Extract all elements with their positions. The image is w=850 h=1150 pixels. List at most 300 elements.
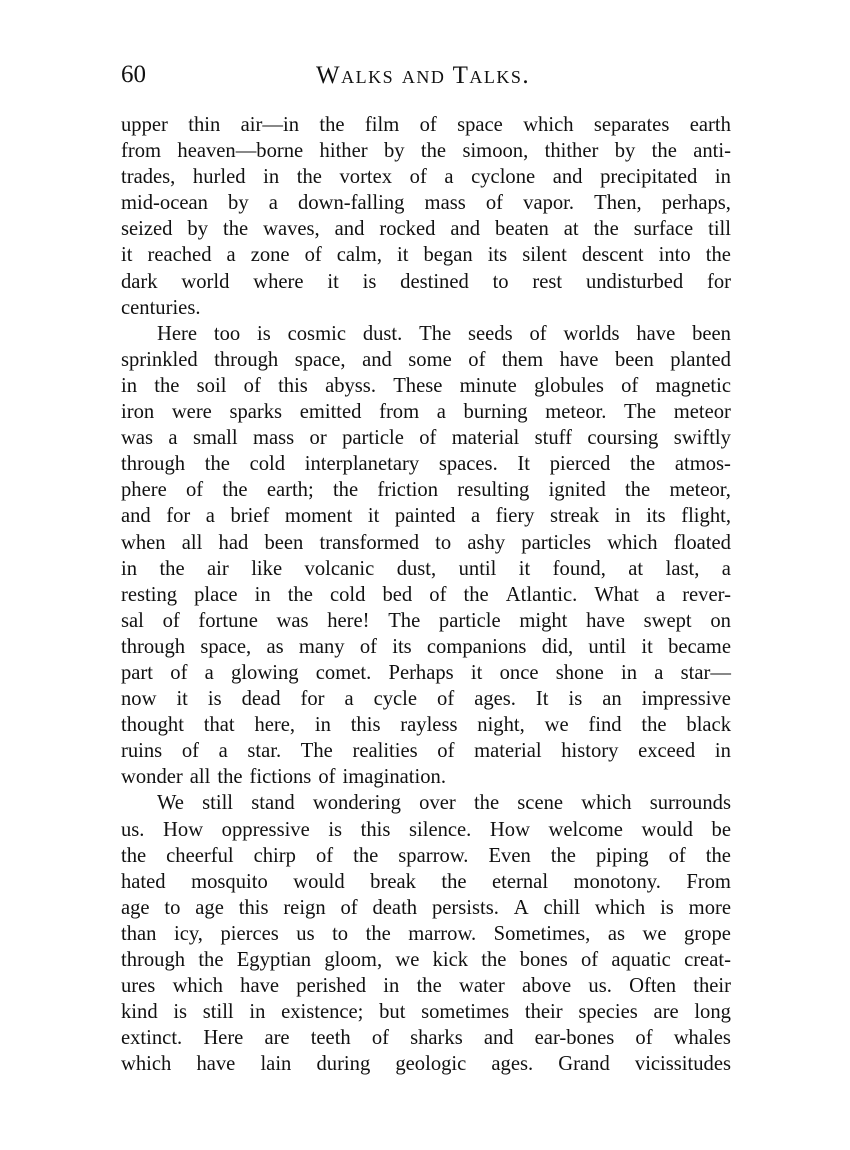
word: Perhaps [388,661,454,684]
text-line [121,608,731,634]
word: a [268,192,278,215]
word: have [196,1053,236,1076]
word: the [441,870,467,893]
word: of [315,844,334,867]
word: in [714,740,731,763]
word: These [393,374,443,397]
word: stuff [534,427,573,450]
word: its [646,505,666,528]
word: ruins [121,740,163,763]
word: precipitated [600,166,698,189]
word: in [121,374,138,397]
word: until [588,635,627,658]
word: their [524,1001,563,1024]
word: Atlantic. [505,583,578,606]
word: the [121,844,147,867]
word: have [636,322,676,345]
word: How [163,818,204,841]
word: still [202,792,234,815]
word: cold [249,453,286,476]
word: emitted [299,401,362,424]
word: existence; [281,1001,364,1024]
word: of [437,740,455,763]
word: the [416,975,442,998]
word: hurled [192,166,246,189]
text-line [121,321,731,347]
word: sparks [229,401,283,424]
word: by [187,218,209,241]
word: film [364,114,400,136]
word: to [164,896,181,919]
text-line [121,1051,731,1077]
word: of [621,374,639,397]
word: of [429,583,447,606]
word: through [121,453,186,476]
word: anti- [693,140,731,163]
word: in [263,166,280,189]
word: by [614,140,636,163]
word: coursing [587,427,659,450]
word: a [205,505,215,528]
word: during [316,1053,371,1076]
word: age [195,896,224,919]
word: The [300,740,333,763]
word: transformed [319,531,419,554]
word: us [296,922,315,945]
word: interplanetary [304,453,420,476]
word: their [693,975,731,998]
word: hated [121,870,166,893]
word: globules [534,374,604,397]
word: the [222,479,248,502]
word: Grand [558,1053,610,1076]
word: is [660,896,674,919]
word: dark [121,270,158,293]
word: of [437,688,455,711]
word: icy, [173,922,203,945]
word: as [607,922,625,945]
word: thought [121,714,184,737]
page-number: 60 [121,61,146,88]
text-line [121,1025,731,1051]
word: Even [488,844,531,867]
word: mid-ocean [121,192,208,215]
word: in [714,166,731,189]
text-line [121,530,731,556]
text-line [121,373,731,399]
word: of [243,374,261,397]
word: rest [532,270,563,293]
word: in [314,714,331,737]
word: ear-bones [534,1027,615,1050]
word: which [594,896,646,919]
word: from [121,140,162,163]
word: in [614,505,631,528]
word: which [121,1053,172,1076]
text-line [121,843,731,869]
word: that [203,714,235,737]
word: this [278,374,308,397]
word: ignited [548,479,606,502]
word: iron [121,401,155,424]
word: brief [230,505,270,528]
text-line [121,712,731,738]
word: and [334,218,365,241]
word: Sometimes, [493,922,591,945]
word: an [602,688,622,711]
word: small [192,427,238,450]
word: surface [633,218,694,241]
text-line [121,660,731,686]
text-line [121,216,731,242]
text-line [121,634,731,660]
word: by [383,140,405,163]
word: of [668,844,686,867]
word: it [176,688,188,711]
word: undisturbed [585,270,684,293]
word: is [328,818,343,841]
word: a [654,661,664,684]
word: water [458,975,505,998]
word: stand [251,792,295,815]
running-head [121,60,731,100]
word: dust. [362,322,403,345]
word: resulting [457,479,530,502]
word: and [450,218,481,241]
word: lain [260,1053,292,1076]
word: grope [684,922,731,945]
word: more [688,896,731,919]
word: thither [544,140,599,163]
word: world [181,270,230,293]
word: place [194,583,238,606]
word: ages. [491,1053,534,1076]
word: too [213,322,241,345]
word: swept [643,609,692,632]
word: the [319,114,345,136]
word: eternal [492,870,549,893]
word: particles [521,531,592,554]
word: age [121,896,150,919]
word: which [607,531,658,554]
word: had [218,531,249,554]
word: or [309,427,327,450]
word: its [487,244,508,267]
word: piping [595,844,649,867]
word: The [624,401,657,424]
text-line [121,477,731,503]
word: it [121,244,133,267]
word: whales [673,1027,731,1050]
word: mosquito [191,870,268,893]
word: The [388,609,421,632]
word: at [628,557,644,580]
word: sparrow. [398,844,469,867]
word: streak [550,505,600,528]
text-line [121,869,731,895]
word: are [653,1001,679,1024]
word: we [642,922,667,945]
word: friction [377,479,438,502]
word: of [318,766,336,789]
word: thin [188,114,221,136]
word: it [397,244,409,267]
word: to [492,270,509,293]
word: all [181,531,203,554]
text-line [121,138,731,164]
word: a [168,427,178,450]
word: air [207,557,229,580]
word: in [249,1001,266,1024]
word: to [332,922,349,945]
word: by [228,192,249,215]
word: rocked [379,218,436,241]
word: of [419,427,437,450]
word: in [621,661,638,684]
word: a [204,661,214,684]
word: is [173,1001,188,1024]
word: it [518,557,531,580]
word: atmos- [674,453,731,476]
word: some [408,348,452,371]
word: of [635,1027,653,1050]
text-line [121,895,731,921]
word: sharks [410,1027,463,1050]
word: a [436,401,446,424]
word: in [121,557,138,580]
word: it [367,505,380,528]
word: reign [283,896,326,919]
word: meteor. [545,401,607,424]
word: is [568,688,583,711]
word: Often [629,975,676,998]
word: now [121,688,157,711]
word: monotony. [573,870,661,893]
word: a [470,505,481,528]
word: hither [319,140,368,163]
word: It [517,453,531,476]
word: the [651,140,677,163]
word: us. [121,818,145,841]
word: down-falling [298,192,405,215]
word: of [580,949,599,971]
word: marrow. [408,922,477,945]
word: were [171,401,212,424]
word: a [655,583,666,606]
word: for [706,270,731,293]
word: bones [519,949,568,971]
word: star— [680,661,731,684]
text-line [121,999,731,1025]
word: cold [329,583,366,606]
body-text [121,112,731,1077]
word: the [332,479,359,502]
word: its [392,635,412,658]
word: the [705,844,731,867]
word: moment [284,505,353,528]
word: material [474,740,542,763]
word: history [561,740,619,763]
word: flight, [681,505,731,528]
text-line [121,190,731,216]
word: until [458,557,497,580]
word: it [327,270,339,293]
word: have [586,609,625,632]
word: this [238,896,269,919]
word: for [300,688,325,711]
word: volcanic [304,557,375,580]
word: when [121,531,166,554]
word: would [641,818,693,841]
word: fortune [198,609,258,632]
word: space, [200,635,252,658]
word: have [559,348,599,371]
word: waves, [263,218,320,241]
word: species [578,1001,638,1024]
word: over [419,792,456,815]
word: black [686,714,731,737]
word: aquatic [611,949,671,971]
word: reached [147,244,212,267]
word: through [121,949,186,971]
word: for [166,505,191,528]
text-line [121,764,731,790]
word: sal [121,609,144,632]
word: sometimes [421,1001,510,1024]
word: perished [296,975,367,998]
word: on [710,609,731,632]
word: been [614,348,654,371]
word: trades, [121,166,176,189]
word: the [353,844,379,867]
word: been [264,531,304,554]
word: space [457,114,503,136]
word: welcome [548,818,623,841]
word: silence. [409,818,472,841]
word: A [513,896,529,919]
word: the [154,374,180,397]
word: of [529,322,547,345]
paragraph [121,321,731,791]
word: It [535,688,549,711]
text-line [121,503,731,529]
word: have [240,975,280,998]
word: sprinkled [121,348,198,371]
word: the [365,922,391,945]
word: geologic [395,1053,467,1076]
text-line [121,451,731,477]
word: magnetic [655,374,731,397]
word: exceed [638,740,696,763]
word: glowing [231,661,299,684]
word: earth [689,114,731,136]
text-line [121,295,731,321]
word: the [481,949,507,971]
word: of [162,609,180,632]
word: cycle [373,688,418,711]
word: death [372,896,418,919]
word: the [217,766,243,789]
word: resting [121,583,178,606]
word: we [395,949,420,971]
text-line [121,112,731,138]
word: from [379,401,420,424]
word: calm, [336,244,382,267]
word: imagination. [342,766,446,789]
word: pierces [220,922,279,945]
word: a [444,166,454,189]
word: cheerful [166,844,234,867]
word: earth; [266,479,314,502]
word: of [485,192,504,215]
word: silent [522,244,567,267]
word: part [121,661,154,684]
word: companions [426,635,527,658]
word: the [550,844,576,867]
word: like [251,557,283,580]
word: all [189,766,211,789]
word: and [552,166,583,189]
word: find [588,714,622,737]
text-line [121,556,731,582]
word: it [641,635,653,658]
word: abyss. [325,374,376,397]
word: might [519,609,568,632]
word: the [463,583,489,606]
word: gloom, [324,949,383,971]
word: this [350,714,381,737]
word: was [121,427,154,450]
word: the [204,453,230,476]
word: zone [250,244,290,267]
word: kind [121,1001,158,1024]
word: them [501,348,544,371]
word: phere [121,479,167,502]
word: fiery [495,505,535,528]
text-line [121,269,731,295]
word: and [362,348,392,371]
word: pierced [549,453,611,476]
word: dead [241,688,281,711]
word: swiftly [673,427,731,450]
text-line [121,242,731,268]
word: scene [517,792,564,815]
word: descent [581,244,644,267]
word: star. [247,740,282,763]
word: vapor. [523,192,575,215]
word: would [293,870,345,893]
word: How [489,818,530,841]
word: here! [327,609,370,632]
text-line [121,817,731,843]
word: as [266,635,284,658]
word: floated [673,531,731,554]
word: this [360,818,391,841]
word: What [594,583,639,606]
word: material [451,427,520,450]
word: From [686,870,731,893]
word: surrounds [649,792,731,815]
text-line [121,947,731,973]
word: of [359,635,377,658]
word: planted [670,348,731,371]
word: of [304,244,322,267]
paragraph [121,790,731,1077]
word: the [287,583,313,606]
word: at [563,218,579,241]
word: still [202,1001,234,1024]
word: through [121,635,186,658]
